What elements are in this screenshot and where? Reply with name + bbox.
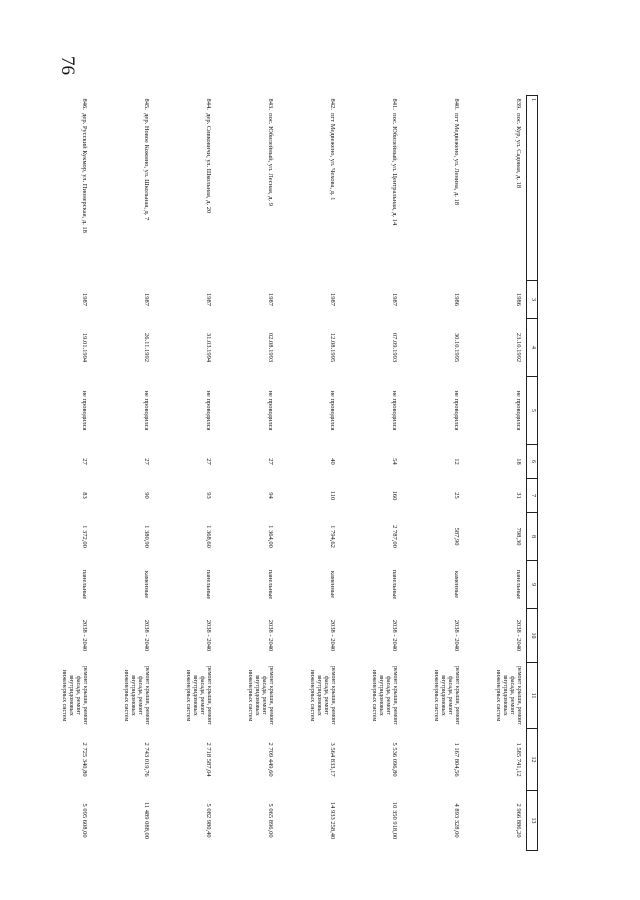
period-cell: 2038 - 2040 [267,619,275,652]
year-cell: 1987 [205,293,213,306]
walls-cell: каменные [453,570,461,599]
cost1-cell: 2 718 587,04 [205,742,213,777]
area-cell: 2 787,00 [391,525,399,548]
residents-cell: 90 [143,492,151,499]
row-number: 846. [81,98,89,110]
date-cell: 02.08.1993 [267,332,275,363]
residents-cell: 160 [391,490,399,501]
date-cell: 30.10.1995 [453,332,461,363]
col-num: 6 [527,445,538,479]
table-row [465,96,528,851]
area-cell: 1 368,60 [205,525,213,548]
walls-cell: панельные [515,569,523,600]
repair-cell: не проводился [143,390,151,431]
area-cell: 1 372,00 [81,525,89,548]
address-text: дер. Новое Кожино, ул. Школьная, д. 7 [143,113,151,221]
year-cell: 1987 [81,293,89,306]
col-num: 1 [527,96,538,281]
table-row [31,96,93,851]
walls-cell: панельные [391,569,399,600]
address-cell [31,96,93,281]
year-cell: 1987 [143,293,151,306]
residents-cell: 94 [267,492,275,499]
date-cell: 26.11.1992 [143,332,151,362]
cost1-cell: 3 564 833,17 [329,742,337,777]
period-cell: 2038 - 2040 [329,619,337,652]
table-row [93,96,155,851]
address-text: пгт Медвежено, ул. Чехова, д. 1 [329,113,337,201]
cost1-cell: 5 536 096,80 [391,742,399,777]
col-num: 5 [527,377,538,445]
row-number: 845. [143,98,151,110]
cost1-cell: 2 743 019,76 [143,742,151,777]
area-cell: 1 364,00 [267,525,275,548]
year-cell: 1987 [267,293,275,306]
period-cell: 2038 - 2040 [391,619,399,652]
residents-cell: 110 [329,490,337,501]
cost2-cell: 2 966 886,20 [515,803,523,838]
year-cell: 1986 [515,293,523,306]
row-number: 844. [205,98,213,110]
period-cell: 2038 - 2040 [453,619,461,652]
works-cell: ремонт крыши, ремонт фасада, ремонт внутридомовых инженерных систем [371,666,399,725]
apartments-cell: 27 [143,458,151,465]
address-text: дер. Сивковичи, ул. Школьная, д. 20 [205,113,213,214]
date-cell: 19.01.1994 [81,332,89,363]
apartments-cell: 27 [205,458,213,465]
date-cell: 07.09.1993 [391,332,399,363]
cost1-cell: 1 585 741,12 [515,742,523,777]
col-num: 9 [527,561,538,609]
works-cell: ремонт крыши, ремонт фасада, ремонт внутридомовых инженерных систем [185,666,213,725]
col-num: 4 [527,319,538,377]
housing-table [31,95,539,851]
page-number: 76 [57,56,78,75]
area-cell: 798,30 [515,527,523,546]
column-number-row [527,96,538,851]
apartments-cell: 12 [453,458,461,465]
period-cell: 2038 - 2040 [515,619,523,652]
cost2-cell: 5 082 980,40 [205,803,213,838]
apartments-cell: 18 [515,458,523,465]
area-cell: 1 794,62 [329,525,337,548]
repair-cell: не проводился [329,390,337,431]
year-cell: 1987 [391,293,399,306]
address-cell [217,96,279,281]
works-cell: ремонт крыши, ремонт фасада, ремонт внутридомовых инженерных систем [433,666,461,725]
apartments-cell: 54 [391,458,399,465]
works-cell: ремонт крыши, ремонт фасада, ремонт внутридомовых инженерных систем [123,666,151,725]
row-number: 841. [391,98,399,110]
date-cell: 12.08.1995 [329,332,337,363]
date-cell: 23.10.1992 [515,332,523,363]
table-row [341,96,403,851]
cost2-cell: 4 893 328,00 [453,803,461,838]
cost1-cell: 2 725 340,80 [81,742,89,777]
address-text: дер. Русский Кукмор, ул. Пионерская, д. 18 [81,113,89,233]
repair-cell: не проводился [391,390,399,431]
repair-cell: не проводился [81,390,89,431]
row-number: 843. [267,98,275,110]
walls-cell: панельные [267,569,275,600]
works-cell: ремонт крыши, ремонт фасада, ремонт внутридомовых инженерных систем [309,666,337,725]
col-num: 13 [527,791,538,851]
residents-cell: 93 [205,492,213,499]
address-text: пос. Кур, ул. Садовая, д. 18 [515,113,523,189]
address-cell [155,96,217,281]
table-row [155,96,217,851]
address-cell [403,96,465,281]
table-row [403,96,465,851]
col-num: 8 [527,513,538,561]
col-num: 7 [527,479,538,513]
residents-cell: 25 [453,492,461,499]
address-text: пос. Юбилейный, ул. Лесная, д. 9 [267,113,275,206]
residents-cell: 83 [81,492,89,499]
period-cell: 2038 - 2040 [205,619,213,652]
address-cell [93,96,155,281]
apartments-cell: 40 [329,458,337,465]
period-cell: 2038 - 2040 [143,619,151,652]
works-cell: ремонт крыши, ремонт фасада, ремонт внутридомовых инженерных систем [495,666,523,725]
col-num: 11 [527,663,538,729]
cost2-cell: 14 933 258,40 [329,801,337,840]
table-row [217,96,279,851]
works-cell: ремонт крыши, ремонт фасада, ремонт внутридомовых инженерных систем [61,666,89,725]
col-num: 3 [527,281,538,319]
cost1-cell: 1 167 804,56 [453,742,461,777]
cost2-cell: 5 065 896,00 [267,803,275,838]
apartments-cell: 27 [81,458,89,465]
walls-cell: панельные [81,569,89,600]
apartments-cell: 27 [267,458,275,465]
works-cell: ремонт крыши, ремонт фасада, ремонт внутридомовых инженерных систем [247,666,275,725]
cost1-cell: 2 709 449,60 [267,742,275,777]
repair-cell: не проводился [515,390,523,431]
period-cell: 2038 - 2040 [81,619,89,652]
row-number: 840. [453,98,461,110]
area-cell: 587,90 [453,527,461,546]
address-cell [341,96,403,281]
year-cell: 1987 [329,293,337,306]
date-cell: 31.03.1994 [205,332,213,363]
repair-cell: не проводился [205,390,213,431]
col-num: 12 [527,729,538,791]
cost2-cell: 10 350 918,00 [391,801,399,840]
area-cell: 1 380,90 [143,525,151,548]
walls-cell: панельные [205,569,213,600]
address-cell [279,96,341,281]
row-number: 839. [515,98,523,110]
year-cell: 1986 [453,293,461,306]
residents-cell: 31 [515,492,523,499]
walls-cell: каменные [329,570,337,599]
cost2-cell: 11 489 088,00 [143,801,151,840]
address-cell [465,96,528,281]
walls-cell: каменные [143,570,151,599]
cost2-cell: 5 095 608,00 [81,803,89,838]
rotated-table-container [61,95,538,850]
table-row [279,96,341,851]
row-number: 842. [329,98,337,110]
address-text: пос. Юбилейный, ул. Центральная, д. 14 [391,113,399,226]
col-num: 10 [527,609,538,663]
address-text: пгт Медвежено, ул. Ленина, д. 18 [453,113,461,206]
table-body [31,96,528,851]
repair-cell: не проводился [453,390,461,431]
repair-cell: не проводился [267,390,275,431]
